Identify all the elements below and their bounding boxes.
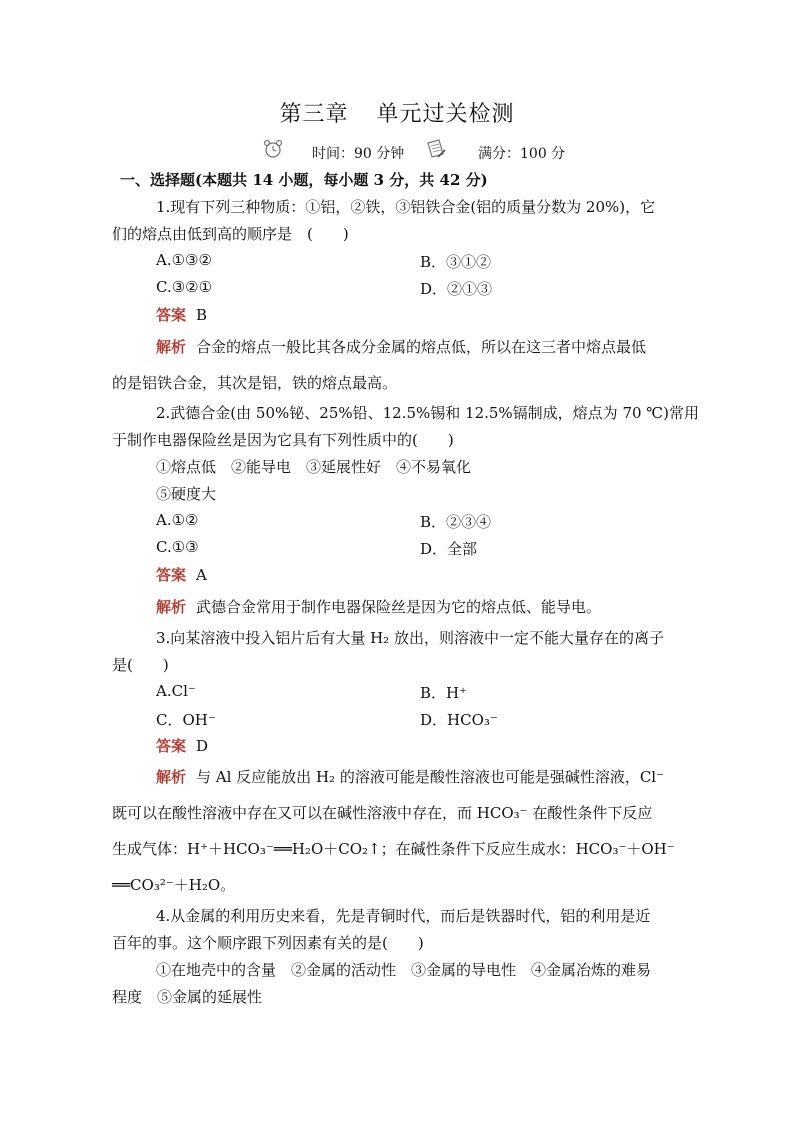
question-2-option-b: B．②③④: [420, 513, 492, 531]
question-2-stem-line-2: 于制作电器保险丝是因为它具有下列性质中的( ): [112, 431, 454, 449]
question-2-properties-line-1: ①熔点低 ②能导电 ③延展性好 ④不易氧化: [156, 458, 472, 476]
page-title: [0, 97, 794, 128]
question-3-answer: [156, 736, 208, 756]
paper-pencil-icon: [425, 138, 447, 160]
question-4-stem-line-2: 百年的事。这个顺序跟下列因素有关的是( ): [112, 934, 424, 952]
question-2-stem-line-1: 2.武德合金(由 50%铋、25%铅、12.5%锡和 12.5%镉制成，熔点为 70 ℃)常用: [156, 404, 699, 422]
analysis-label: 解析: [156, 598, 187, 616]
question-2-option-c: C.①③: [156, 538, 199, 556]
answer-label: 答案: [156, 306, 187, 324]
full-score: 满分：100 分: [478, 146, 566, 162]
question-1-analysis-line-1: 解析 合金的熔点一般比其各成分金属的熔点低，所以在这三者中熔点最低: [156, 338, 647, 356]
question-3-option-b: B．H⁺: [420, 684, 468, 702]
question-3-analysis-line-3: 生成气体：H⁺＋HCO₃⁻══H₂O＋CO₂↑；在碱性条件下反应生成水：HCO₃⁻＋OH⁻: [112, 840, 675, 858]
question-1-stem-line-1: 1.现有下列三种物质：①铝，②铁，③铝铁合金(铝的质量分数为 20%)，它: [156, 198, 656, 216]
question-1-stem-line-2: 们的熔点由低到高的顺序是 ( ): [112, 225, 349, 243]
question-1-answer: [156, 305, 207, 325]
question-3-analysis-line-1: 解析 与 Al 反应能放出 H₂ 的溶液可能是酸性溶液也可能是强碱性溶液，Cl⁻: [156, 768, 665, 786]
analysis-label: 解析: [156, 338, 187, 356]
answer-value: A: [196, 566, 207, 584]
question-3-option-c: C．OH⁻: [156, 711, 216, 729]
question-3-analysis-line-2: 既可以在酸性溶液中存在又可以在碱性溶液中存在，而 HCO₃⁻ 在酸性条件下反应: [112, 804, 653, 822]
unit-test-label: 单元过关检测: [376, 102, 515, 127]
answer-value: B: [196, 306, 208, 324]
question-2-answer: [156, 565, 207, 585]
question-1-analysis-line-2: 的是铝铁合金，其次是铝，铁的熔点最高。: [112, 374, 398, 392]
alarm-clock-icon: [262, 138, 284, 160]
question-1-option-b: B．③①②: [420, 253, 492, 271]
answer-label: 答案: [156, 566, 187, 584]
question-4-factors-line-2: 程度 ⑤金属的延展性: [112, 988, 263, 1006]
section-heading: 一、选择题(本题共 14 小题，每小题 3 分，共 42 分): [120, 171, 488, 189]
question-2-properties-line-2: ⑤硬度大: [156, 485, 217, 503]
question-3-option-d: D．HCO₃⁻: [420, 711, 498, 729]
question-3-option-a: A.Cl⁻: [156, 682, 196, 700]
question-3-analysis-line-4: ══CO₃²⁻＋H₂O。: [112, 876, 236, 894]
question-1-option-c: C.③②①: [156, 278, 213, 296]
answer-value: D: [196, 737, 209, 755]
analysis-label: 解析: [156, 768, 187, 786]
question-4-stem-line-1: 4.从金属的利用历史来看，先是青铜时代，而后是铁器时代，铝的利用是近: [156, 907, 651, 925]
question-2-analysis-line-1: 解析 武德合金常用于制作电器保险丝是因为它的熔点低、能导电。: [156, 598, 602, 616]
question-3-stem-line-2: 是( ): [112, 656, 169, 674]
question-2-option-d: D．全部: [420, 540, 478, 558]
question-4-factors-line-1: ①在地壳中的含量 ②金属的活动性 ③金属的导电性 ④金属冶炼的难易: [156, 961, 652, 979]
question-1-option-a: A.①③②: [156, 251, 212, 269]
answer-label: 答案: [156, 737, 187, 755]
question-1-option-d: D．②①③: [420, 280, 493, 298]
chapter-label: 第三章: [279, 102, 349, 127]
question-3-stem-line-1: 3.向某溶液中投入铝片后有大量 H₂ 放出，则溶液中一定不能大量存在的离子: [156, 629, 664, 647]
question-2-option-a: A.①②: [156, 511, 199, 529]
time-limit: 时间：90 分钟: [312, 146, 405, 162]
